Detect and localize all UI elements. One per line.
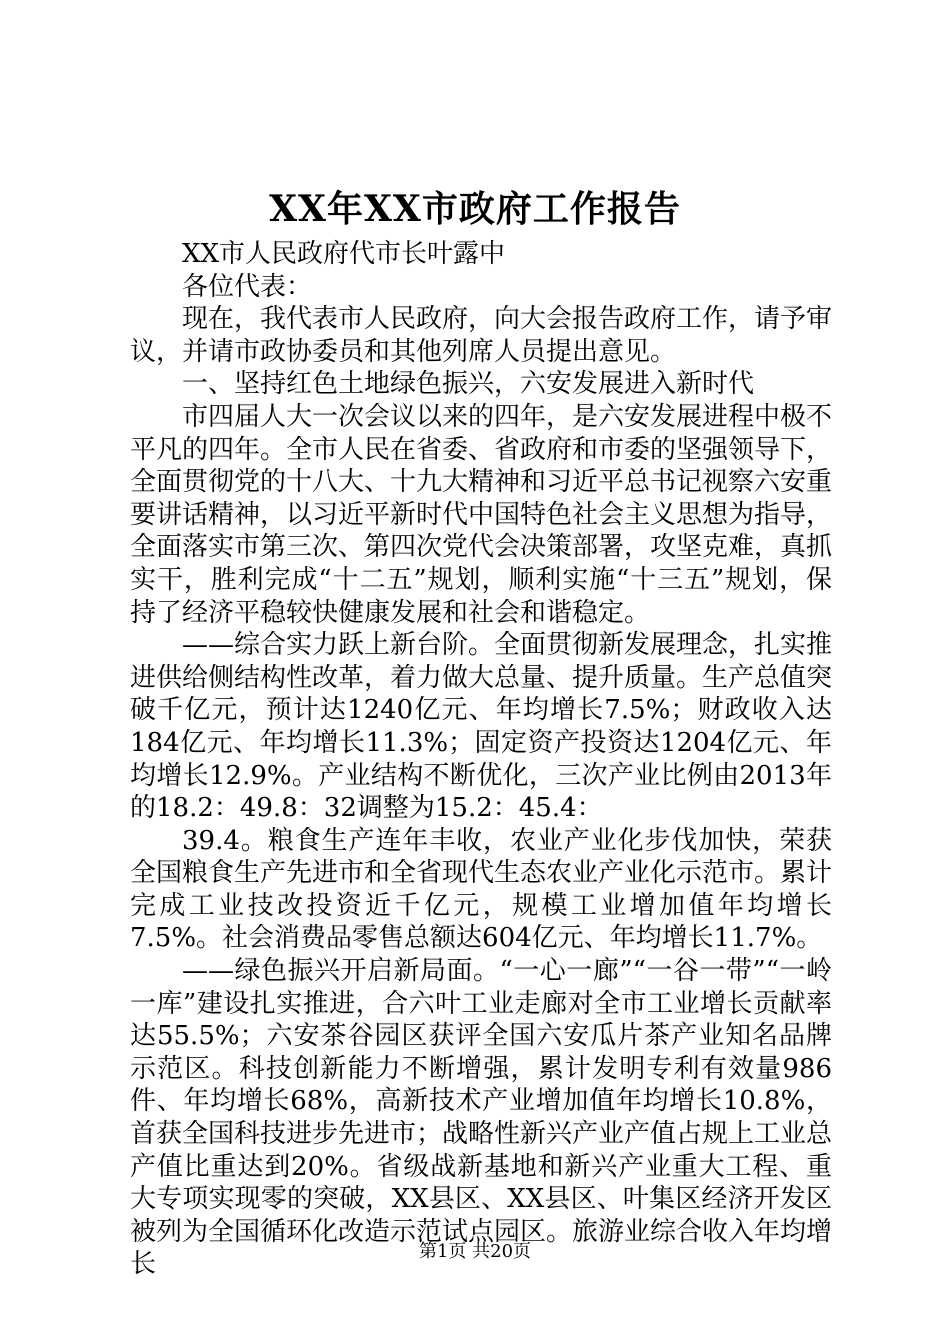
salutation: 各位代表： bbox=[182, 271, 313, 302]
document-body bbox=[130, 238, 832, 1281]
paragraph-intro: 现在，我代表市人民政府，向大会报告政府工作，请予审议，并请市政协委员和其他列席人员提出意见。 bbox=[130, 304, 833, 367]
section-heading: 一、坚持红色土地绿色振兴，六安发展进入新时代 bbox=[182, 369, 755, 400]
paragraph-agriculture: 39.4。粮食生产连年丰收，农业产业化步伐加快，荣获全国粮食生产先进市和全省现代生态农业产业化示范市。累计完成工业技改投资近千亿元，规模工业增加值年均增长7.5%。社会消费品零售总额达604亿元、年均增长11.7%。 bbox=[130, 825, 833, 954]
page-title: XX年XX市政府工作报告 bbox=[269, 188, 681, 230]
paragraph-review: 市四届人大一次会议以来的四年，是六安发展进程中极不平凡的四年。全市人民在省委、省政府和市委的坚强领导下，全面贯彻党的十八大、十九大精神和习近平总书记视察六安重要讲话精神，以习近平新时代中国特色社会主义思想为指导，全面落实市第三次、第四次党代会决策部署，攻坚克难，真抓实干，胜利完成“十二五”规划，顺利实施“十三五”规划，保持了经济平稳较快健康发展和社会和谐稳定。 bbox=[130, 401, 833, 628]
page-footer: 第1页 共20页 bbox=[418, 1241, 532, 1262]
author-line: XX市人民政府代市长叶露中 bbox=[182, 239, 506, 269]
paragraph-green: ——绿色振兴开启新局面。“一心一廊”“一谷一带”“一岭一库”建设扎实推进，合六叶工业走廊对全市工业增长贡献率达55.5%；六安茶谷园区获评全国六安瓜片茶产业知名品牌示范区。科技创新能力不断增强，累计发明专利有效量986件、年均增长68%，高新技术产业增加值年均增长10.8%，首获全国科技进步先进市；战略性新兴产业产值占规上工业总产值比重达到20%。省级战新基地和新兴产业重大工程、重大专项实现零的突破，XX县区、XX县区、叶集区经济开发区被列为全国循环化改造示范试点园区。旅游业综合收入年均增长 bbox=[130, 956, 833, 1280]
paragraph-strength: ——综合实力跃上新台阶。全面贯彻新发展理念，扎实推进供给侧结构性改革，着力做大总量、提升质量。生产总值突破千亿元，预计达1240亿元、年均增长7.5%；财政收入达184亿元、年均增长11.3%；固定资产投资达1204亿元、年均增长12.9%。产业结构不断优化，三次产业比例由2013年的18.2：49.8：32调整为15.2：45.4： bbox=[130, 630, 833, 824]
